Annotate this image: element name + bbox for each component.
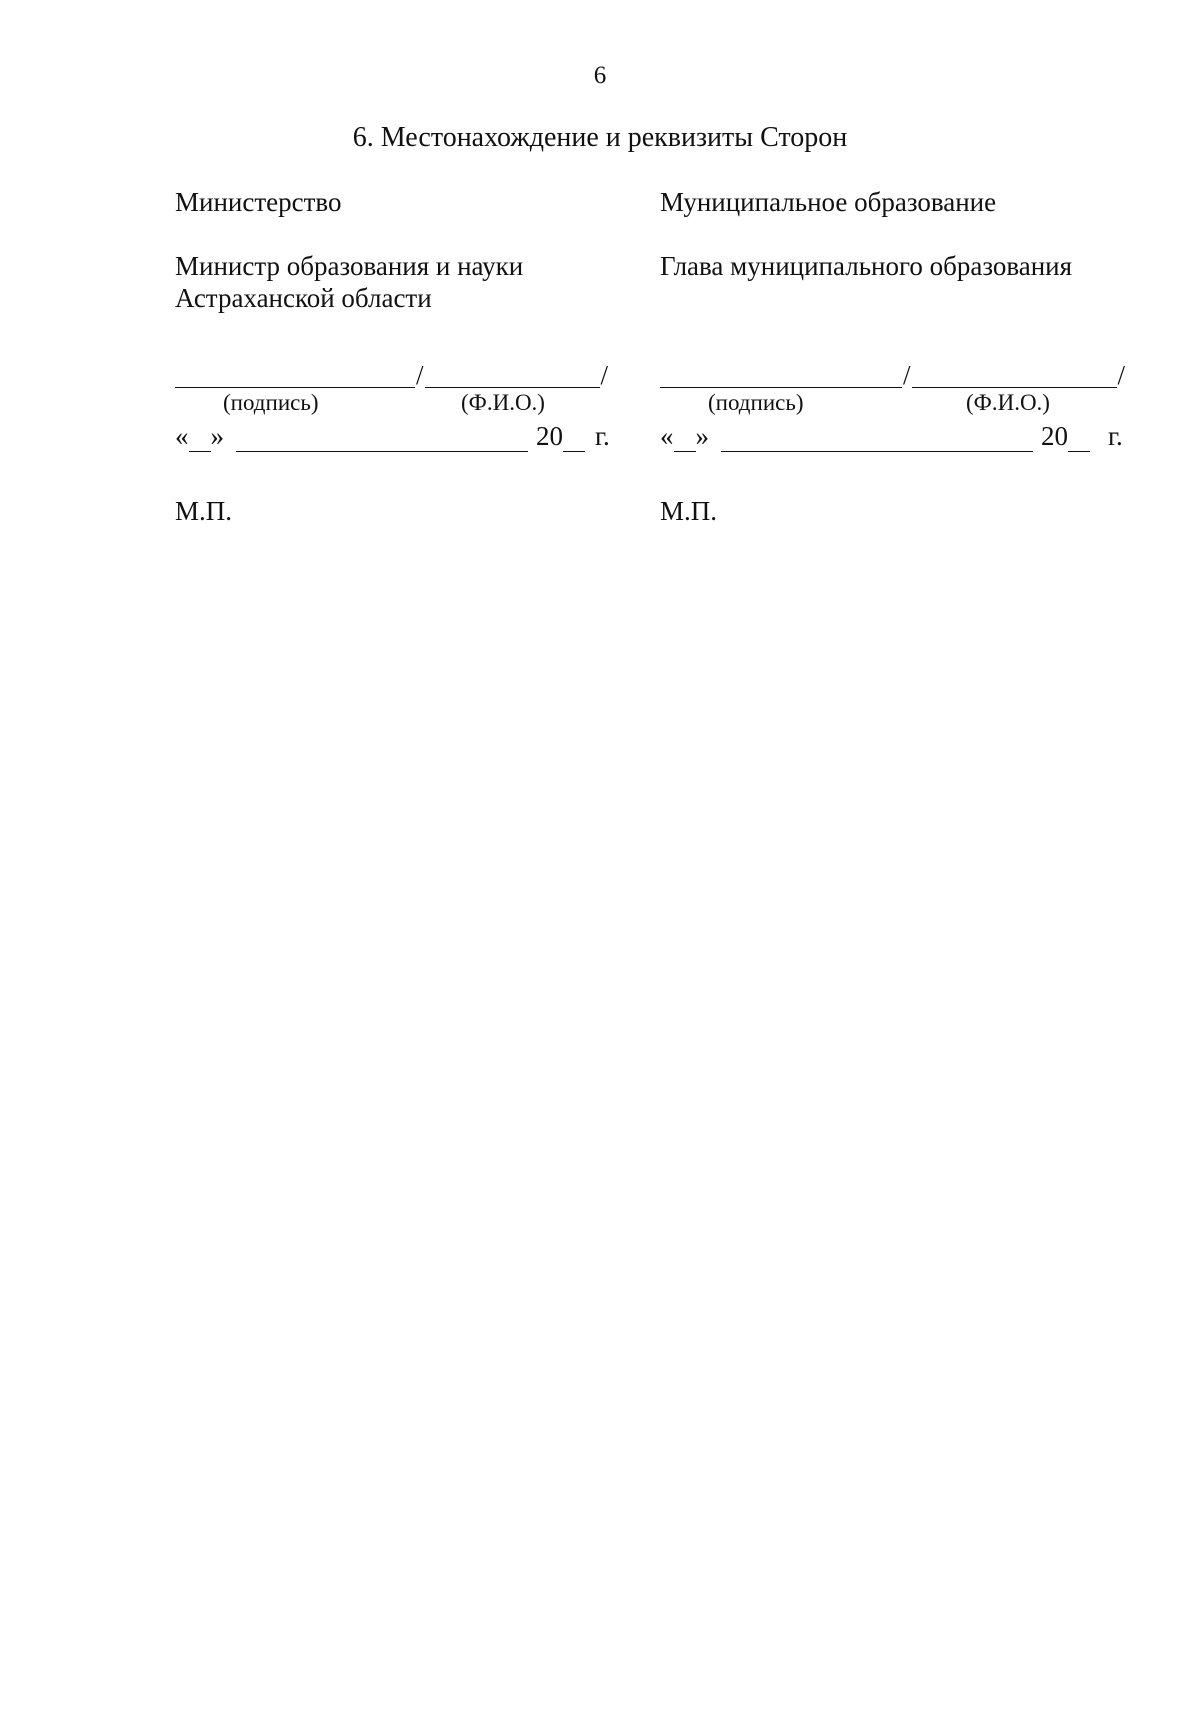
left-caption-name: (Ф.И.О.) [461, 390, 545, 415]
right-date-open-quote: « [660, 421, 674, 451]
right-name-blank[interactable] [912, 361, 1117, 388]
right-stamp-label: М.П. [660, 496, 718, 526]
right-slash-2: / [1117, 360, 1126, 390]
right-date-close-quote: » [695, 421, 709, 451]
right-date-month-blank[interactable] [721, 425, 1033, 452]
left-date-line[interactable] [175, 418, 630, 452]
left-date-year-blank[interactable] [563, 425, 585, 452]
right-caption-signature: (подпись) [708, 390, 804, 415]
left-party-org: Министерство [175, 187, 342, 217]
right-party-official: Глава муниципального образования [660, 251, 1073, 281]
left-date-month-blank[interactable] [236, 425, 528, 452]
left-stamp-label: М.П. [175, 496, 233, 526]
right-signature-line[interactable] [660, 360, 1130, 388]
right-party-org: Муниципальное образование [660, 187, 997, 217]
left-party-official: Министр образования и науки Астраханской области [175, 251, 524, 313]
left-signature-line[interactable] [175, 360, 630, 388]
left-date-year-prefix: 20 [536, 421, 563, 451]
left-party-block [175, 186, 630, 527]
left-slash-1: / [416, 360, 424, 390]
left-date-open-quote: « [175, 421, 189, 451]
left-slash-2: / [600, 360, 609, 390]
right-signature-blank[interactable] [660, 361, 902, 388]
left-signature-blank[interactable] [175, 361, 415, 388]
right-date-line[interactable] [660, 418, 1130, 452]
right-date-year-blank[interactable] [1068, 425, 1090, 452]
right-date-year-prefix: 20 [1041, 421, 1068, 451]
left-date-close-quote: » [210, 421, 224, 451]
right-signature-captions [660, 390, 1130, 416]
left-date-year-suffix: г. [595, 421, 610, 451]
right-slash-1: / [903, 360, 911, 390]
right-caption-name: (Ф.И.О.) [966, 390, 1050, 415]
page-number: 6 [593, 62, 607, 89]
left-signature-captions [175, 390, 630, 416]
right-date-year-suffix: г. [1108, 421, 1123, 451]
section-title: 6. Местонахождение и реквизиты Сторон [352, 122, 848, 153]
right-date-day-blank[interactable] [674, 425, 696, 452]
right-party-block [660, 186, 1130, 527]
left-name-blank[interactable] [425, 361, 600, 388]
left-caption-signature: (подпись) [223, 390, 319, 415]
left-date-day-blank[interactable] [189, 425, 211, 452]
